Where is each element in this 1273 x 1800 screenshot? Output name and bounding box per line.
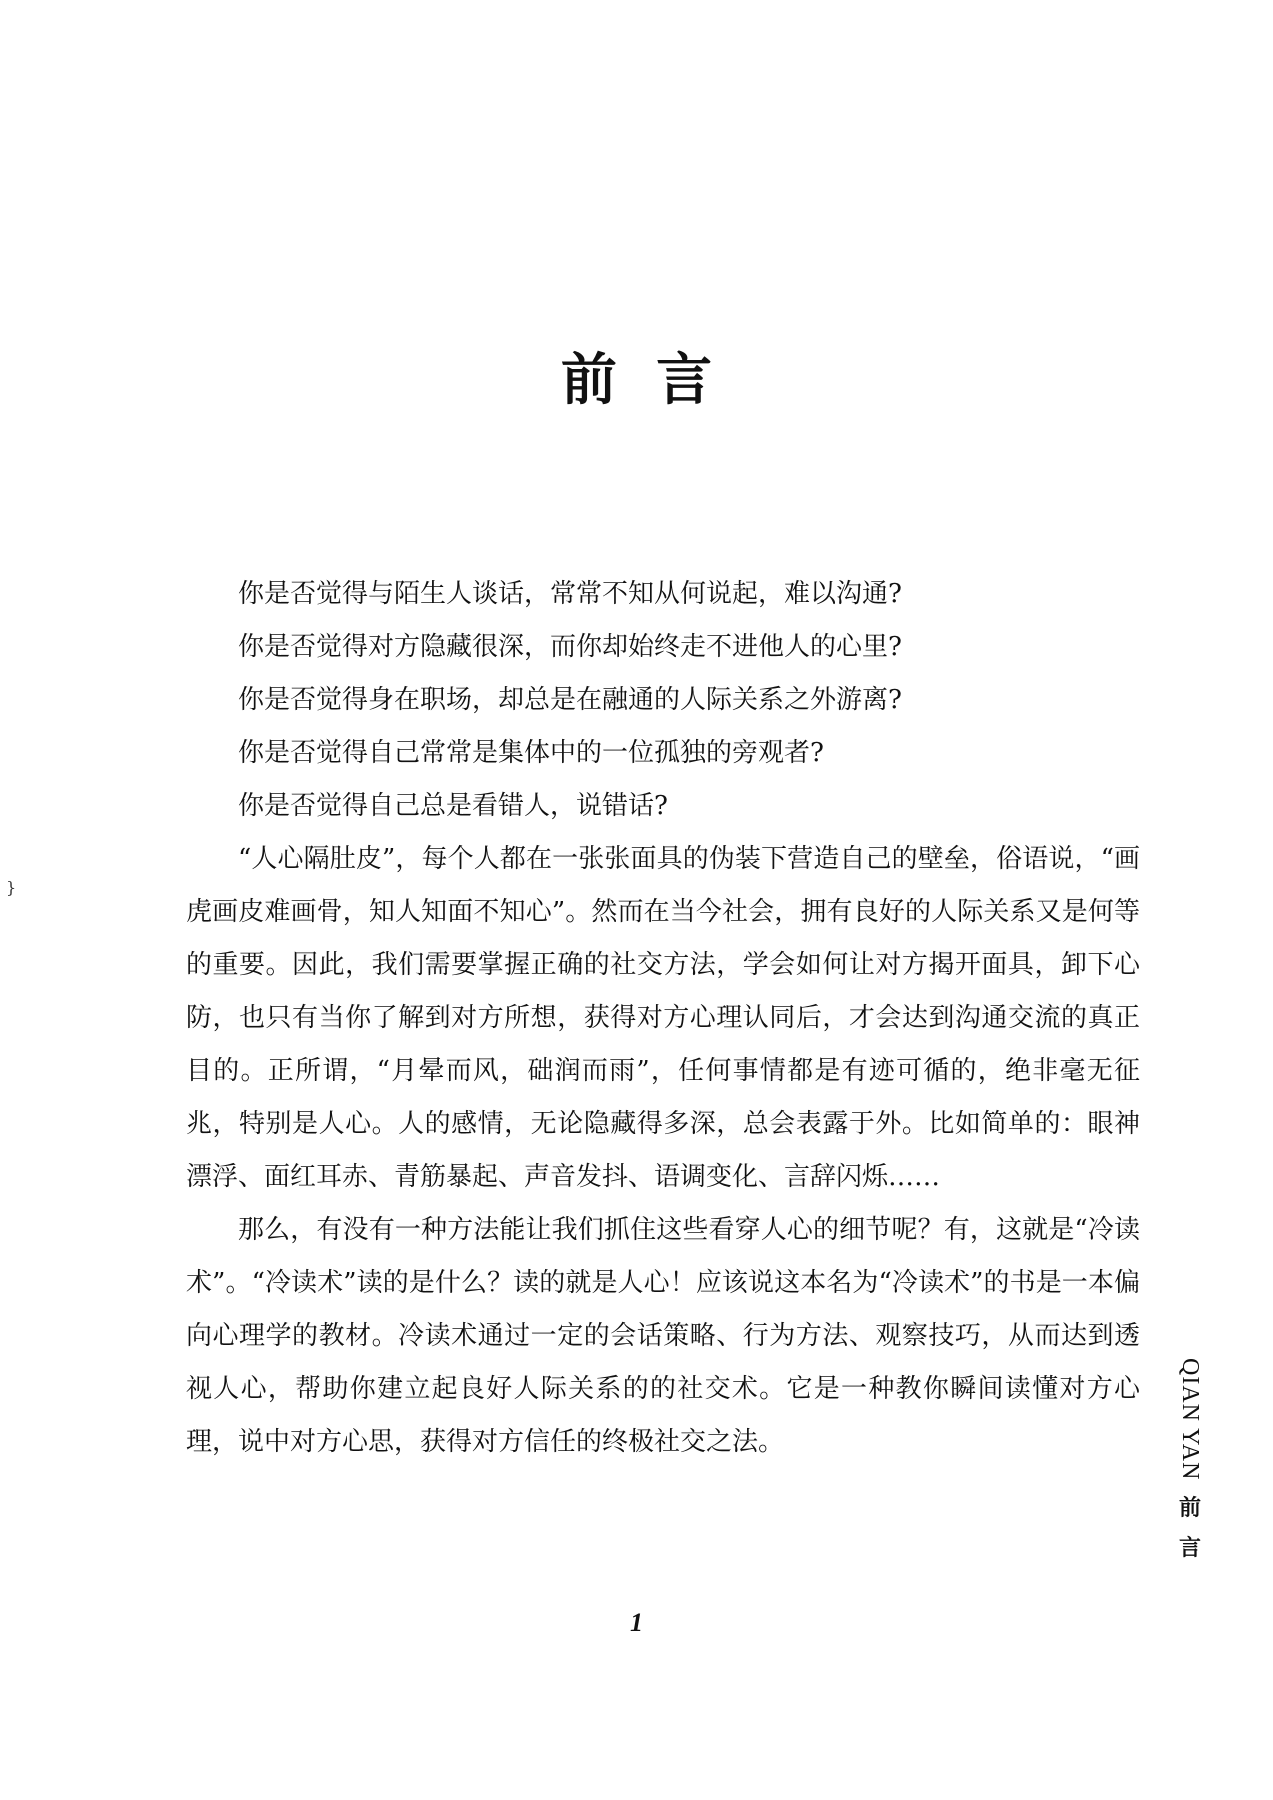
margin-scan-mark: } [6, 878, 17, 897]
question-line-4: 你是否觉得自己常常是集体中的一位孤独的旁观者? [238, 738, 824, 768]
running-head-pinyin: QIAN YAN [1177, 1358, 1203, 1481]
preface-body [186, 568, 1140, 1469]
page-number: 1 [630, 1608, 643, 1637]
page-title: 前言 [560, 347, 752, 413]
running-head-chinese [1170, 1498, 1210, 1560]
question-line-5: 你是否觉得自己总是看错人，说错话? [238, 791, 668, 821]
running-head-vertical [1170, 1358, 1210, 1578]
paragraph-1: “人心隔肚皮”，每个人都在一张张面具的伪装下营造自己的壁垒，俗语说，“画虎画皮难画骨，知人知面不知心”。然而在当今社会，拥有良好的人际关系又是何等的重要。因此，我们需要掌握正确的社交方法，学会如何让对方揭开面具，卸下心防，也只有当你了解到对方所想，获得对方心理认同后，才会达到沟通交流的真正目的。正所谓，“月晕而风，础润而雨”，任何事情都是有迹可循的，绝非毫无征兆，特别是人心。人的感情，无论隐藏得多深，总会表露于外。比如简单的：眼神漂浮、面红耳赤、青筋暴起、声音发抖、语调变化、言辞闪烁…… [186, 844, 1140, 1192]
question-line-1: 你是否觉得与陌生人谈话，常常不知从何说起，难以沟通? [238, 579, 902, 609]
running-head-char-2: 言 [1178, 1536, 1201, 1562]
paragraph-2: 那么，有没有一种方法能让我们抓住这些看穿人心的细节呢？有，这就是“冷读术”。“冷读术”读的是什么？读的就是人心！应该说这本名为“冷读术”的书是一本偏向心理学的教材。冷读术通过一定的会话策略、行为方法、观察技巧，从而达到透视人心，帮助你建立起良好人际关系的的社交术。它是一种教你瞬间读懂对方心理，说中对方心思，获得对方信任的终极社交之法。 [186, 1215, 1140, 1457]
question-line-3: 你是否觉得身在职场，却总是在融通的人际关系之外游离? [238, 685, 902, 715]
running-head-char-1: 前 [1178, 1496, 1201, 1522]
question-line-2: 你是否觉得对方隐藏很深，而你却始终走不进他人的心里? [238, 632, 902, 662]
